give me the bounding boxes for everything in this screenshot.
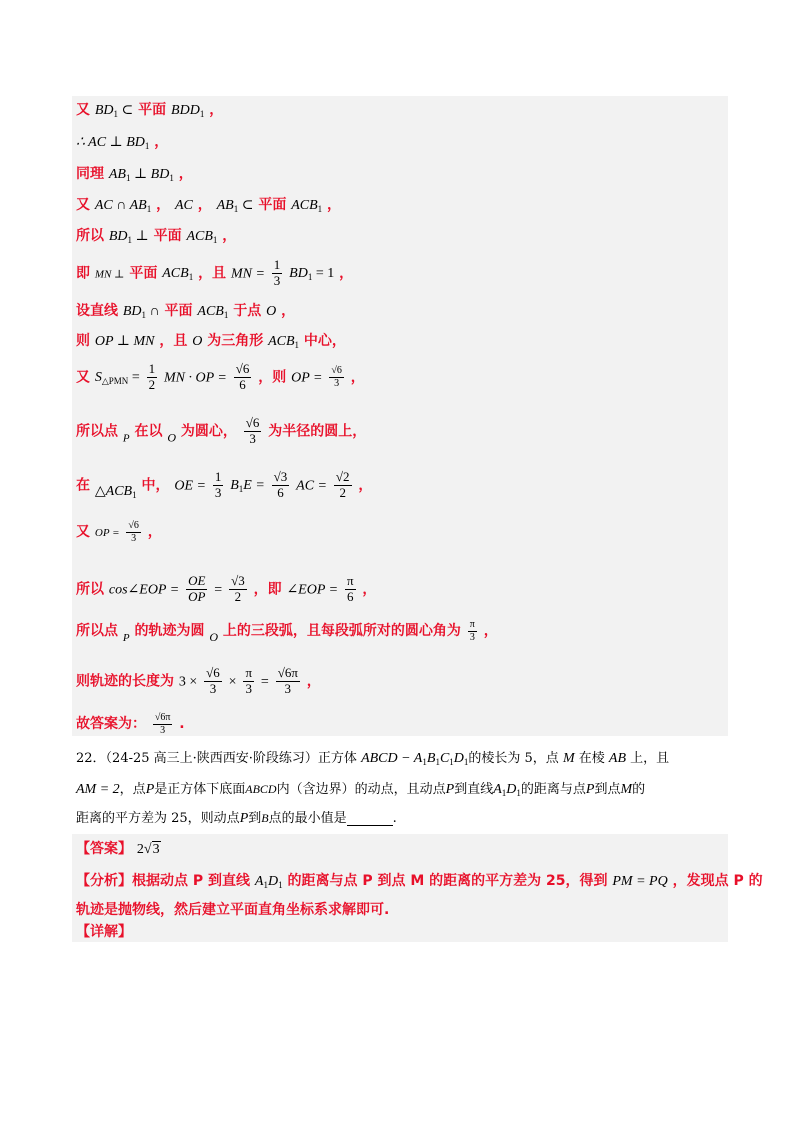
math: AB bbox=[216, 198, 234, 213]
subscript: 1 bbox=[307, 272, 313, 283]
solution-line-2 bbox=[76, 135, 168, 151]
fraction bbox=[229, 574, 247, 605]
text: 的距离与点 bbox=[520, 782, 586, 797]
fraction bbox=[147, 362, 158, 393]
math: 2 bbox=[136, 842, 144, 857]
denominator: 3 bbox=[131, 532, 137, 544]
text: 为圆心， bbox=[180, 423, 237, 440]
subscript: 1 bbox=[188, 272, 194, 283]
math: ACB bbox=[197, 304, 224, 319]
text: ， bbox=[156, 197, 171, 213]
text: 即 bbox=[76, 265, 90, 282]
math: P bbox=[145, 782, 155, 797]
text: . bbox=[179, 716, 185, 732]
text: ， bbox=[222, 228, 237, 244]
denominator: OP bbox=[188, 588, 206, 604]
math: ⊥ BD bbox=[133, 167, 170, 182]
fraction bbox=[329, 365, 344, 389]
numerator: 1 bbox=[214, 469, 222, 484]
math: AC bbox=[174, 198, 193, 213]
solution-line-9 bbox=[76, 362, 365, 393]
text: 为半径的圆上， bbox=[268, 423, 367, 440]
subscript: 1 bbox=[141, 310, 147, 320]
question-22-line-1 bbox=[76, 752, 669, 767]
math: O bbox=[192, 334, 203, 349]
numerator: π bbox=[245, 665, 253, 680]
denominator: 3 bbox=[249, 430, 256, 446]
math: AC = bbox=[296, 478, 327, 494]
text: 又 bbox=[76, 369, 90, 386]
text: ，发现点 P 的 bbox=[672, 873, 763, 889]
math: = bbox=[214, 582, 223, 598]
math: OP = bbox=[94, 527, 120, 539]
numerator: √6 bbox=[245, 415, 260, 430]
math: ACB bbox=[162, 266, 189, 282]
solution-line-10 bbox=[76, 416, 366, 447]
math: P bbox=[239, 811, 249, 826]
text: 上，且 bbox=[630, 751, 670, 766]
math: O bbox=[266, 304, 277, 319]
denominator: 2 bbox=[148, 376, 156, 392]
text: 则轨迹的长度为 bbox=[76, 673, 174, 690]
numerator: √2 bbox=[335, 469, 350, 484]
text: 所以点 bbox=[76, 423, 118, 440]
math: D bbox=[267, 874, 279, 889]
math: ⊥ bbox=[135, 229, 149, 244]
answer-label: 【答案】 bbox=[76, 841, 132, 857]
math: P bbox=[445, 782, 455, 797]
text: 于点 bbox=[233, 303, 262, 319]
math: △ACB bbox=[94, 484, 133, 500]
analysis-line-1: 【分析】根据动点 P 到直线 $A_1D_1$ 的距离与点 P 到点 M 的距离的平方差为 25，得到 PM = PQ ，发现点 P 的 bbox=[76, 873, 763, 890]
fraction bbox=[272, 258, 283, 289]
text: 同理 bbox=[76, 166, 104, 182]
text: ，且 bbox=[198, 265, 227, 282]
text: 的距离与点 P 到点 M 的距离的平方差为 25，得到 bbox=[287, 873, 608, 889]
text: ， bbox=[339, 265, 354, 282]
math: O bbox=[167, 430, 177, 445]
subscript: 1 bbox=[233, 204, 239, 214]
text: 内（含边界）的动点，且动点 bbox=[276, 782, 446, 797]
numerator: √6 bbox=[128, 520, 139, 531]
math: D bbox=[453, 751, 464, 766]
text: ， bbox=[147, 524, 162, 540]
text: ，即 bbox=[253, 581, 282, 598]
math: = bbox=[260, 674, 269, 690]
math: M bbox=[620, 782, 633, 797]
subscript: 1 bbox=[212, 235, 218, 245]
text: ， bbox=[178, 166, 193, 182]
text: ， bbox=[350, 369, 365, 386]
solution-line-6 bbox=[76, 258, 353, 289]
text: 在以 bbox=[134, 423, 163, 440]
math: BD bbox=[122, 304, 142, 319]
denominator: 6 bbox=[347, 588, 354, 604]
subscript: 1 bbox=[238, 484, 244, 495]
fraction bbox=[276, 666, 300, 697]
fraction bbox=[243, 666, 254, 697]
numerator: √3 bbox=[273, 469, 288, 484]
math: P bbox=[122, 432, 130, 445]
answer-value: 2√3 bbox=[136, 842, 160, 857]
math: ACB bbox=[268, 334, 295, 349]
text: 中， bbox=[141, 477, 170, 494]
fraction bbox=[345, 574, 356, 605]
subscript: 1 bbox=[516, 788, 521, 798]
text: 平面 bbox=[258, 197, 287, 213]
fraction bbox=[126, 520, 141, 544]
math: C bbox=[439, 751, 450, 766]
math: E = bbox=[243, 478, 265, 494]
text: 又 bbox=[76, 197, 90, 213]
text: 上的三段弧，且每段弧所对的圆心角为 bbox=[222, 623, 461, 639]
numerator: √6π bbox=[277, 665, 298, 680]
subscript: 1 bbox=[449, 757, 454, 767]
fraction bbox=[244, 416, 262, 447]
math: A bbox=[493, 782, 502, 797]
numerator: 1 bbox=[148, 361, 156, 376]
denominator: 3 bbox=[160, 724, 166, 736]
subscript: 1 bbox=[144, 141, 150, 151]
question-source: （24-25 高三上·陕西西安·阶段练习）正方体 bbox=[105, 751, 357, 766]
text: 中心， bbox=[303, 333, 346, 349]
numerator: π bbox=[469, 619, 475, 630]
text: 在棱 bbox=[578, 751, 605, 766]
text: 故答案为： bbox=[76, 716, 146, 732]
text: ， bbox=[306, 673, 321, 690]
text: 的 bbox=[632, 782, 646, 797]
question-22-line-2 bbox=[76, 783, 645, 798]
text: ， bbox=[209, 102, 224, 118]
text: 轨迹是抛物线，然后建立平面直角坐标系求解即可. bbox=[76, 902, 390, 918]
solution-line-15 bbox=[76, 666, 321, 697]
text: ，则 bbox=[258, 369, 287, 386]
solution-line-12 bbox=[76, 520, 162, 544]
fraction bbox=[213, 470, 224, 501]
denominator: 3 bbox=[209, 680, 217, 696]
solution-line-4 bbox=[76, 198, 341, 214]
math: ACB bbox=[186, 229, 213, 244]
text: ， bbox=[281, 303, 296, 319]
text: 为三角形 bbox=[207, 333, 264, 349]
text: ，点 bbox=[119, 782, 146, 797]
text: 又 bbox=[76, 102, 90, 118]
numerator: 1 bbox=[273, 257, 281, 272]
text: 又 bbox=[76, 524, 90, 540]
denominator: 2 bbox=[234, 588, 242, 604]
subscript: 1 bbox=[146, 204, 152, 214]
text: 的轨迹为圆 bbox=[134, 623, 205, 639]
subscript: 1 bbox=[223, 310, 229, 320]
answer-blank bbox=[347, 814, 393, 826]
solution-line-13 bbox=[76, 574, 376, 605]
numerator: OE bbox=[188, 573, 206, 588]
solution-line-16 bbox=[76, 712, 185, 736]
denominator: 3 bbox=[273, 272, 281, 288]
numerator: π bbox=[346, 573, 354, 588]
text: ， bbox=[197, 197, 212, 213]
fraction bbox=[204, 666, 222, 697]
numerator: √3 bbox=[231, 573, 245, 588]
subscript: 1 bbox=[435, 757, 440, 767]
text: 平面 bbox=[164, 303, 193, 319]
text: ， bbox=[362, 581, 377, 598]
detail-label: 【详解】 bbox=[76, 924, 132, 940]
solution-line-11 bbox=[76, 470, 372, 501]
math: B bbox=[426, 751, 436, 766]
math: ABCD bbox=[245, 782, 277, 796]
text: 在 bbox=[76, 477, 90, 494]
text: 到直线 bbox=[454, 782, 494, 797]
math: OP ⊥ MN bbox=[94, 334, 155, 349]
math: OP = bbox=[291, 370, 323, 386]
subscript: 1 bbox=[169, 173, 174, 183]
fraction bbox=[186, 574, 207, 605]
text: 设直线 bbox=[76, 303, 118, 319]
text: 点的最小值是 bbox=[268, 811, 347, 826]
subscript: 1 bbox=[199, 109, 205, 119]
math: B bbox=[261, 811, 269, 825]
solution-line-5 bbox=[76, 229, 236, 245]
math: P bbox=[122, 632, 130, 644]
math: D bbox=[506, 782, 517, 797]
solution-line-3 bbox=[76, 167, 193, 183]
fraction bbox=[468, 619, 477, 643]
math: BD bbox=[108, 229, 128, 244]
numerator: √6 bbox=[331, 365, 342, 377]
math: B bbox=[230, 478, 239, 494]
fraction bbox=[234, 362, 252, 393]
math: cos∠EOP = bbox=[108, 582, 180, 598]
numerator: √6 bbox=[206, 665, 220, 680]
fraction bbox=[334, 470, 352, 501]
text: 平面 bbox=[129, 265, 158, 282]
math: BD bbox=[94, 103, 114, 118]
text: 到点 bbox=[594, 782, 621, 797]
denominator: 3 bbox=[334, 377, 340, 389]
math: AM = 2 bbox=[76, 782, 120, 797]
fraction bbox=[153, 712, 173, 736]
question-number: 22． bbox=[76, 751, 106, 766]
math: × bbox=[228, 674, 237, 690]
denominator: 3 bbox=[284, 680, 292, 696]
math: S bbox=[94, 370, 102, 386]
text: ， bbox=[327, 197, 342, 213]
math: ACB bbox=[291, 198, 318, 213]
math: A bbox=[254, 874, 264, 889]
text: 是正方体下底面 bbox=[154, 782, 246, 797]
denominator: 6 bbox=[277, 484, 284, 500]
text: ， bbox=[358, 477, 373, 494]
denominator: 3 bbox=[469, 631, 475, 643]
text: ， bbox=[483, 623, 498, 639]
subscript: △PMN bbox=[101, 376, 129, 387]
denominator: 3 bbox=[214, 484, 222, 500]
text: 平面 bbox=[153, 228, 182, 244]
answer-line bbox=[76, 842, 161, 857]
subscript: 1 bbox=[294, 340, 300, 350]
math: 3 × bbox=[178, 674, 198, 690]
subscript: 1 bbox=[132, 490, 137, 501]
text: 所以 bbox=[76, 581, 104, 598]
fraction bbox=[272, 470, 290, 501]
analysis-label: 【分析】 bbox=[76, 873, 132, 889]
math: ∴ AC ⊥ BD bbox=[76, 135, 145, 150]
math: AB bbox=[108, 167, 126, 182]
math: M bbox=[562, 751, 575, 766]
subscript: 1 bbox=[317, 204, 323, 214]
analysis-line-2 bbox=[76, 903, 389, 917]
detail-line bbox=[76, 925, 132, 939]
subscript: 1 bbox=[113, 109, 119, 119]
math: PM = PQ bbox=[612, 874, 668, 889]
text: 平面 bbox=[138, 102, 167, 118]
text: 则 bbox=[76, 333, 90, 349]
subscript: 1 bbox=[125, 173, 131, 183]
denominator: 2 bbox=[339, 484, 346, 500]
math: BDD bbox=[171, 103, 200, 118]
math: ABCD − A bbox=[361, 751, 423, 766]
text: . bbox=[392, 811, 397, 826]
math: ⊂ bbox=[241, 198, 254, 213]
subscript: 1 bbox=[127, 235, 133, 245]
math: BD bbox=[289, 266, 308, 282]
solution-line-7 bbox=[76, 304, 295, 320]
math: MN ⊥ bbox=[94, 268, 125, 281]
text: ， bbox=[154, 134, 169, 150]
math: P bbox=[585, 782, 595, 797]
math: MN = bbox=[230, 266, 265, 282]
text: 所以 bbox=[76, 228, 104, 244]
math: MN · OP = bbox=[163, 370, 227, 386]
math: ⊂ bbox=[121, 103, 134, 118]
radicand: 3 bbox=[152, 842, 160, 857]
text: 根据动点 P 到直线 bbox=[132, 873, 251, 889]
text: 到 bbox=[248, 811, 262, 826]
denominator: 3 bbox=[245, 680, 252, 696]
text: 距离的平方差为 25，则动点 bbox=[76, 811, 240, 826]
text: 的棱长为 5，点 bbox=[468, 751, 559, 766]
math: O bbox=[209, 630, 219, 644]
text: ，且 bbox=[159, 333, 188, 349]
numerator: √6π bbox=[154, 712, 171, 723]
math: ∩ bbox=[149, 304, 160, 319]
solution-line-8 bbox=[76, 334, 346, 350]
math: = bbox=[131, 370, 140, 386]
question-22-line-3 bbox=[76, 812, 397, 826]
subscript: 1 bbox=[463, 757, 469, 767]
math: = 1 bbox=[315, 266, 335, 282]
math: AC ∩ AB bbox=[94, 198, 147, 213]
solution-line-1 bbox=[76, 103, 223, 119]
math: AB bbox=[608, 751, 627, 766]
denominator: 6 bbox=[239, 376, 246, 392]
math: OE = bbox=[174, 478, 206, 494]
solution-line-14 bbox=[76, 619, 498, 644]
subscript: 1 bbox=[422, 757, 427, 767]
subscript: 1 bbox=[501, 788, 507, 798]
math: ∠EOP = bbox=[286, 582, 339, 598]
numerator: √6 bbox=[235, 361, 250, 376]
text: 所以点 bbox=[76, 623, 118, 639]
